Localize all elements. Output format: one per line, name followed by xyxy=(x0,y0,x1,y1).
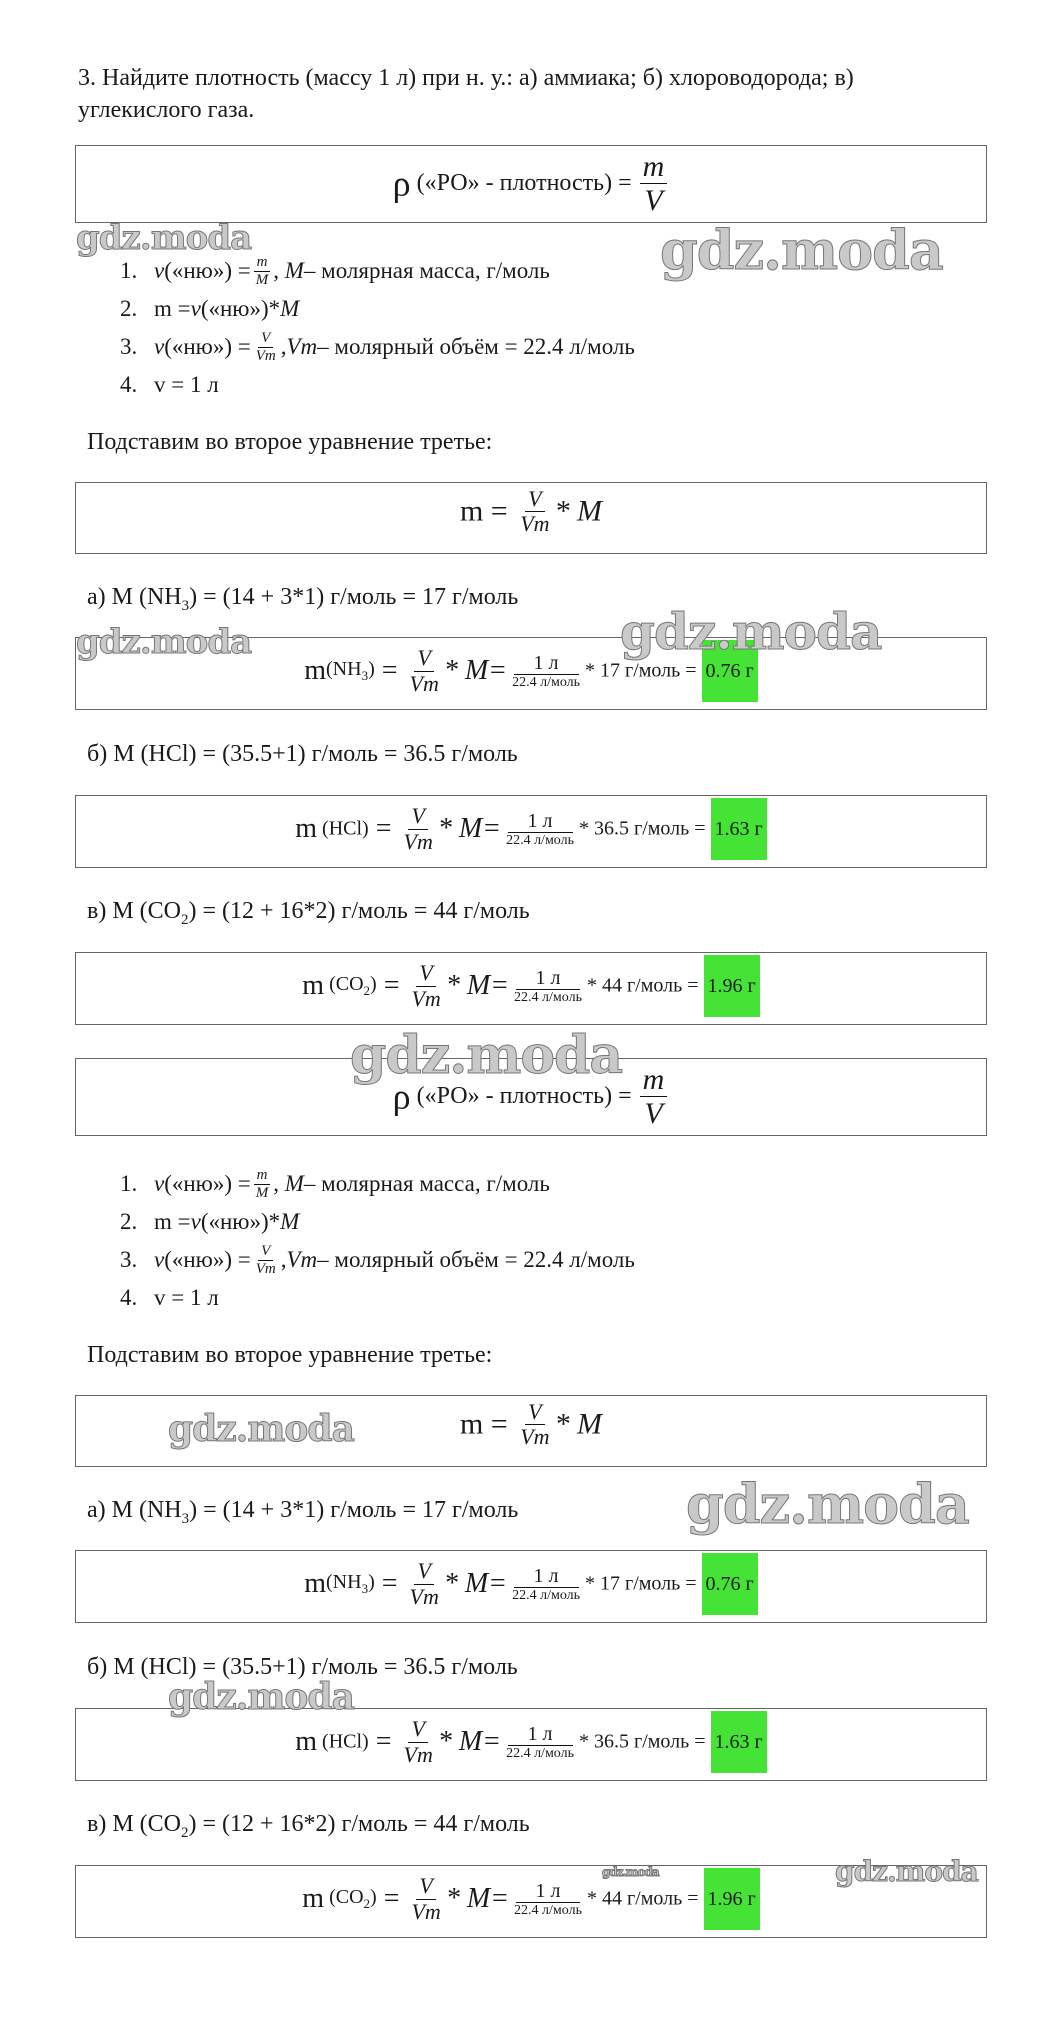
molar-nh3: а) M $(NH_3) = (14 + 3*1)$ г/моль = 17 г/моль xyxy=(87,584,519,614)
step-4: 4. v = 1 л xyxy=(120,372,219,397)
density-box-2: ρ («РО» - плотность) = $\frac{m}{V}$ xyxy=(75,1058,987,1136)
steps-list xyxy=(120,252,635,404)
hcl-box: m (HCl) = $\frac{V}{Vm}$ * M= $\frac{1 л}{\text{22.4 л/моль}}$ * 36.5 г/моль = 1.63 г xyxy=(75,795,987,868)
watermark: gdz.moda xyxy=(660,218,943,282)
density-box xyxy=(75,145,987,223)
steps-list-2: 1. ν («ню») = $\frac{m}{M}$ , M – молярная масса, г/моль 2. m = ν («ню»)* M 3. ν («ню») = $\frac{V}{Vm}$ , Vm – молярный объём = 22.4 л/моль 4. v = 1 л xyxy=(120,1167,635,1310)
molar-nh3-2: а) M $(NH_3) = (14 + 3*1)$ г/моль = 17 г/моль xyxy=(87,1497,519,1527)
density-fraction: $\frac{m}{V}$ xyxy=(640,150,668,217)
step-1: 1. ν («ню») = $\frac{m}{M}$ , M – молярная масса, г/моль xyxy=(120,254,550,288)
nh3-box: $m(NH_3)$ = $\frac{V}{Vm}$ * M= $\frac{1 л}{\text{22.4 л/моль}}$ * 17 г/моль = 0.76 г xyxy=(75,637,987,710)
step-3: 3. ν («ню») = $\frac{V}{Vm}$ , Vm – молярный объём = 22.4 л/моль xyxy=(120,330,635,364)
problem-line-1: 3. Найдите плотность (массу 1 л) при н. у.: а) аммиака; б) хлороводорода; в) xyxy=(78,65,854,91)
molar-hcl-2: б) M (HCl) = (35.5+1) г/моль = 36.5 г/моль xyxy=(87,1654,518,1680)
watermark: gdz.moda xyxy=(602,1865,659,1879)
substitute-text: Подставим во второе уравнение третье: xyxy=(87,429,493,455)
rho-symbol: ρ xyxy=(392,163,411,204)
molar-co2: в) M $(CO_2) = (12 + 16*2)$ г/моль = 44 г/моль xyxy=(87,898,530,928)
density-label: («РО» - плотность) = xyxy=(416,170,632,196)
result-highlight: 1.96 г xyxy=(704,955,760,1017)
result-highlight: 1.63 г xyxy=(711,798,767,860)
substitute-text-2: Подставим во второе уравнение третье: xyxy=(87,1342,493,1368)
co2-box: m $(CO_2)$ = $\frac{V}{Vm}$ * M= $\frac{1 л}{\text{22.4 л/моль}}$ * 44 г/моль = 1.96 г xyxy=(75,952,987,1025)
watermark: gdz.moda xyxy=(620,602,882,661)
watermark: gdz.moda xyxy=(686,1472,969,1536)
m-formula-box-2: m = $\frac{V}{Vm}$ * M xyxy=(75,1395,987,1467)
molar-co2-2: в) M $(CO_2) = (12 + 16*2)$ г/моль = 44 г/моль xyxy=(87,1811,530,1841)
step-2: 2. m = ν («ню»)* M xyxy=(120,296,300,321)
watermark: gdz.moda xyxy=(76,218,252,258)
m-formula-box: m = $\frac{V}{Vm}$ * M xyxy=(75,482,987,554)
watermark: gdz.moda xyxy=(168,1676,354,1718)
hcl-box-2: m (HCl) = $\frac{V}{Vm}$ * M= $\frac{1 л}{\text{22.4 л/моль}}$ * 36.5 г/моль = 1.63 г xyxy=(75,1708,987,1781)
watermark: gdz.moda xyxy=(168,1408,354,1450)
co2-box-2: m $(CO_2)$ = $\frac{V}{Vm}$ * M= $\frac{1 л}{\text{22.4 л/моль}}$ * 44 г/моль = 1.96 г xyxy=(75,1865,987,1938)
watermark: gdz.moda xyxy=(835,1855,978,1888)
problem-line-2: углекислого газа. xyxy=(78,97,255,123)
molar-hcl: б) M (HCl) = (35.5+1) г/моль = 36.5 г/моль xyxy=(87,741,518,767)
watermark: gdz.moda xyxy=(76,622,252,662)
watermark: gdz.moda xyxy=(350,1025,623,1086)
nh3-box-2: $m(NH_3)$ = $\frac{V}{Vm}$ * M= $\frac{1 л}{\text{22.4 л/моль}}$ * 17 г/моль = 0.76 г xyxy=(75,1550,987,1623)
result-highlight: 0.76 г xyxy=(702,640,758,702)
